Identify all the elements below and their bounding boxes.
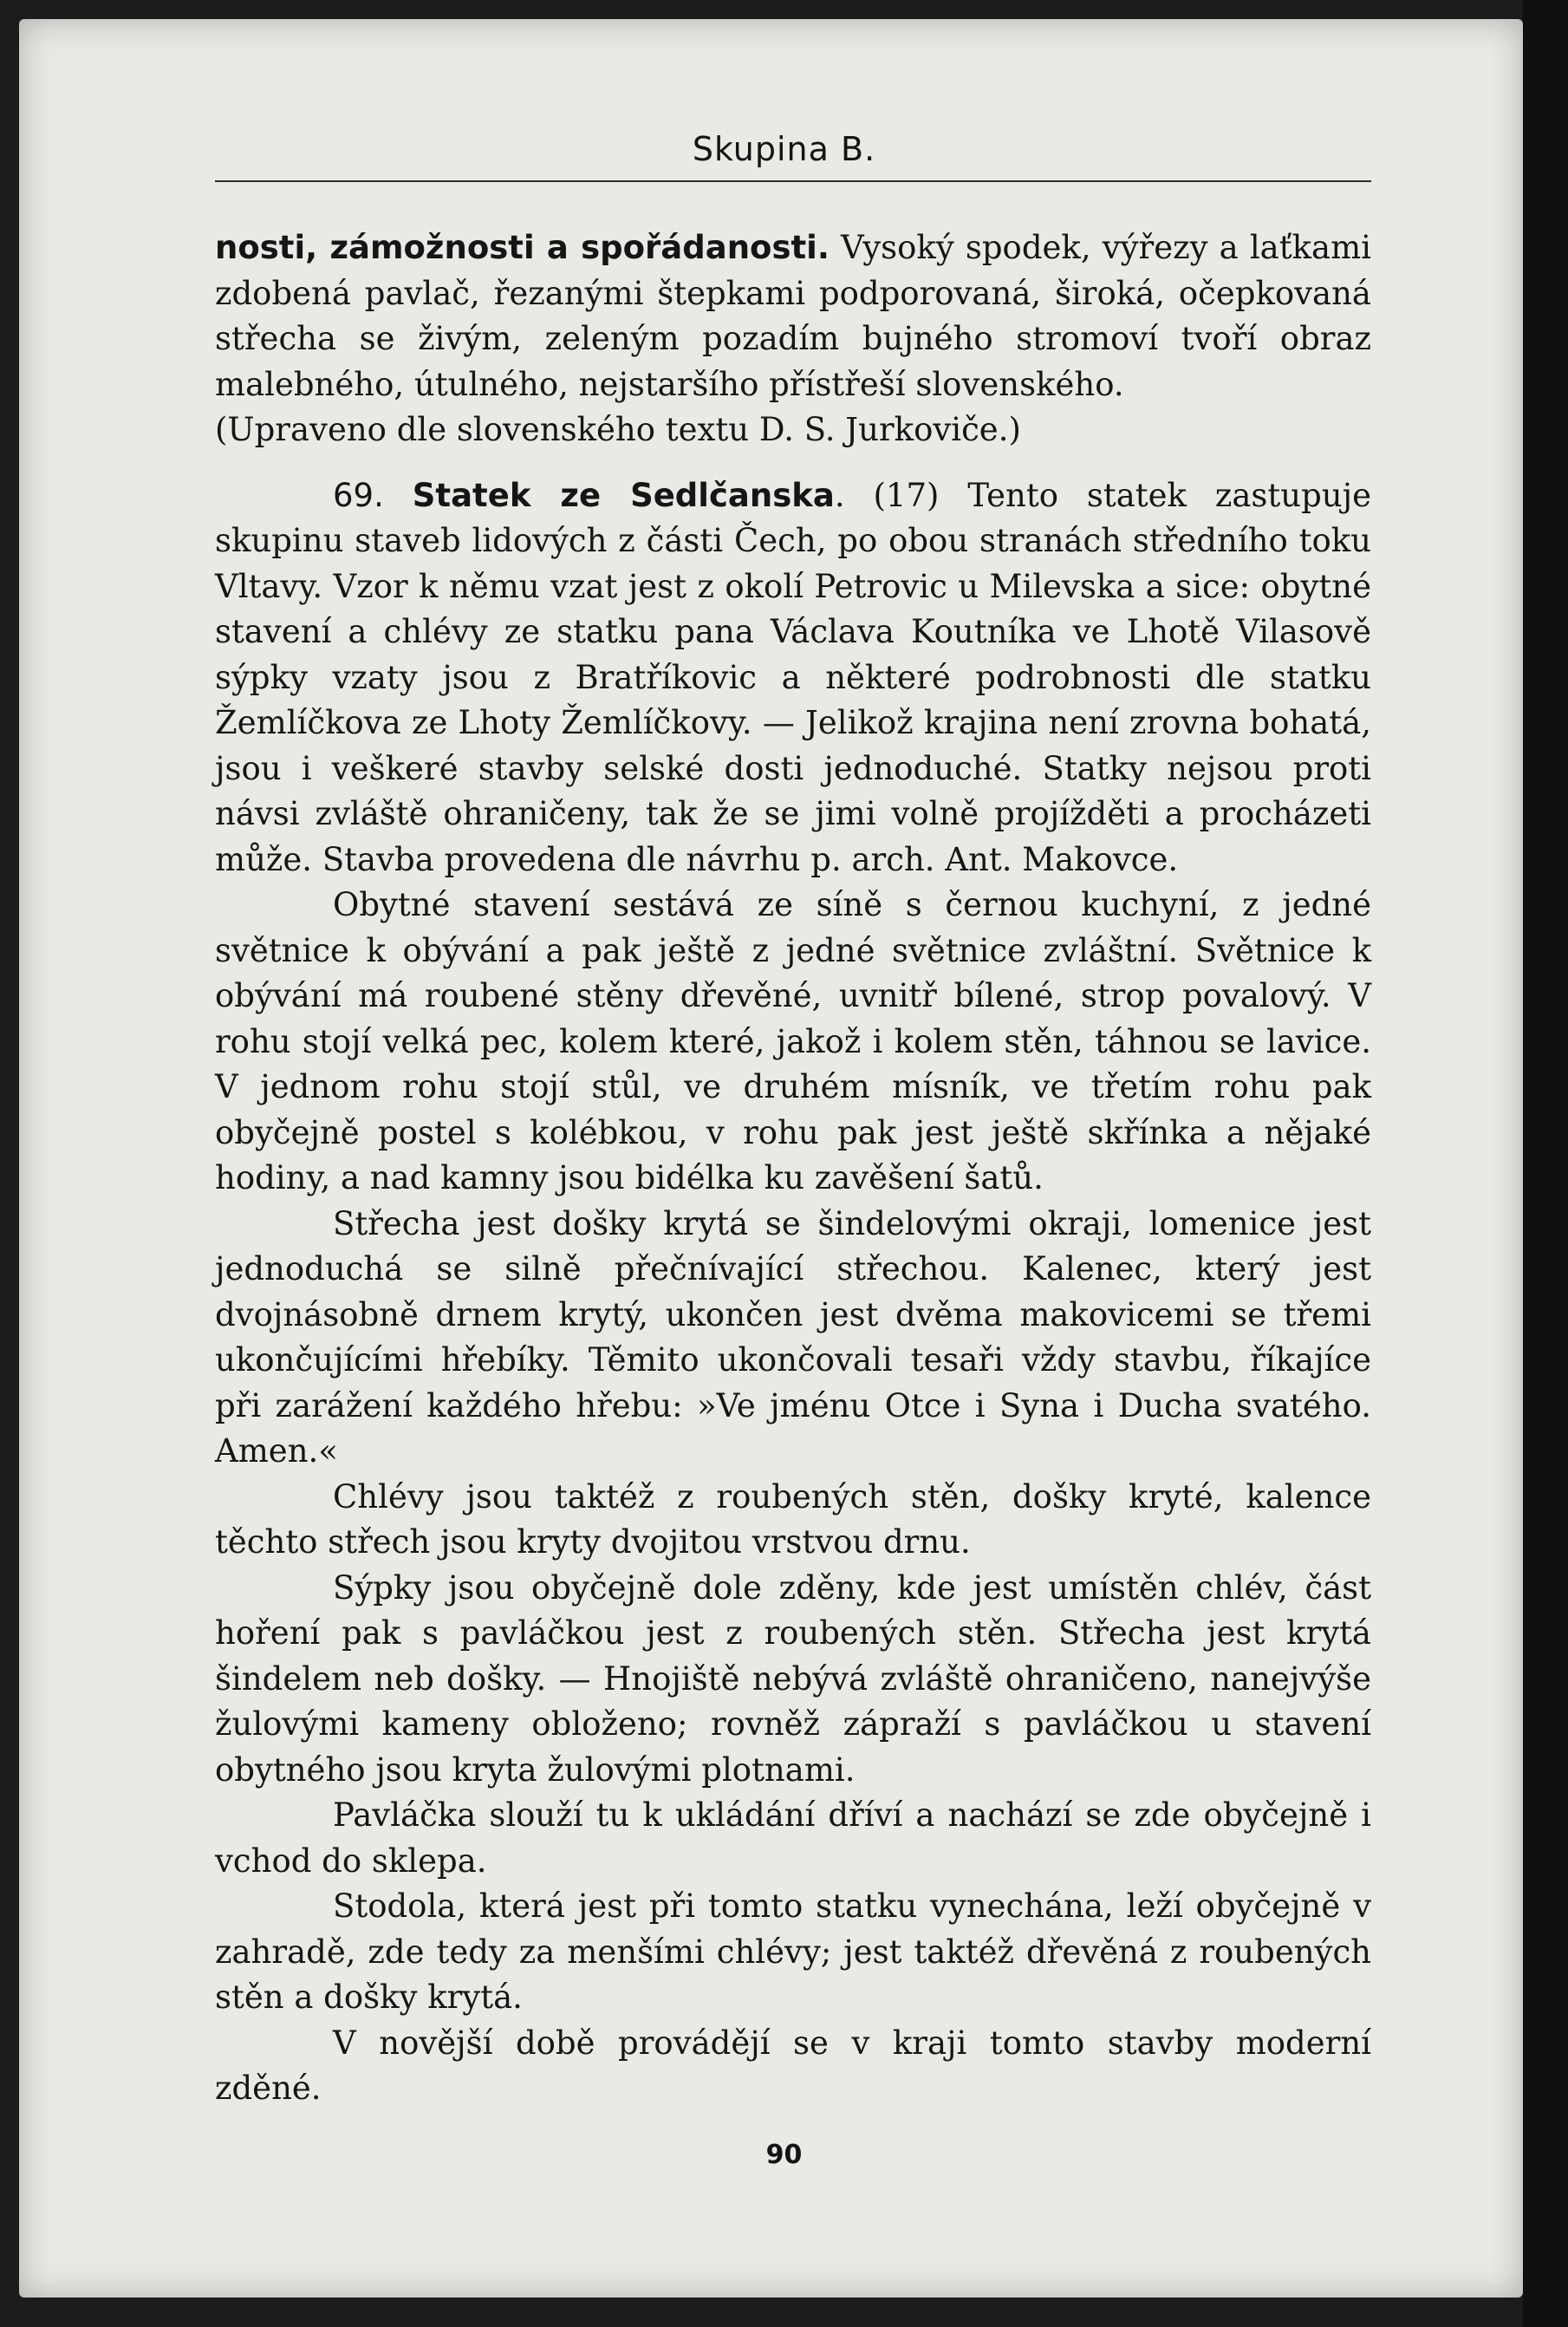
paragraph: V novější době provádějí se v kraji tomto stavby moderní zděné. [215,2024,1371,2107]
paragraph-lead: nosti, zámožnosti a spořádanosti. [215,229,830,266]
header-rule [215,180,1371,182]
paragraph: Pavláčka slouží tu k ukládání dříví a nachází se zde obyčejně i vchod do sklepa. [215,1796,1371,1880]
item-paragraph [215,473,1371,883]
paragraph: Střecha jest došky krytá se šindelovými okraji, lomenice jest jednoduchá se silně přečnívající střechou. Kalenec, který jest dvojnásobně drnem krytý, ukončen jest dvěma makovicemi se třemi ukončujícími hřebíky. Těmito ukončovali tesaři vždy stavbu, říkajíce při zarážení každého hřebu: »Ve jménu Otce i Syna i Ducha svatého. Amen.« [215,1204,1371,1470]
item-text: . (17) Tento statek zastupuje skupinu staveb lidových z části Čech, po obou stranách středního toku Vltavy. Vzor k němu vzat jest z okolí Petrovic u Milevska a sice: obytné stavení a chlévy ze statku pana Václava Koutníka ve Lhotě Vilasově sýpky vzaty jsou z Bratříkovic a některé podrobnosti dle statku Žemlíčkova ze Lhoty Žemlíčkovy. — Jelikož krajina není zrovna bohatá, jsou i veškeré stavby selské dosti jednoduché. Statky nejsou proti návsi zvláště ohraničeny, tak že se jimi volně projížděti a procházeti může. Stavba provedena dle návrhu p. arch. Ant. Makovce. [215,476,1371,878]
item-title: Statek ze Sedlčanska [412,476,835,514]
attribution: (Upraveno dle slovenského textu D. S. Jurkoviče.) [215,411,1021,448]
paragraph: Obytné stavení sestává ze síně s černou kuchyní, z jedné světnice k obývání a pak ještě z jedné světnice zvláštní. Světnice k obývání má roubené stěny dřevěné, uvnitř bílené, strop povalový. V rohu stojí velká pec, kolem které, jakož i kolem stěn, táhnou se lavice. V jednom rohu stojí stůl, ve druhém mísník, ve třetím rohu pak obyčejně postel s kolébkou, v rohu pak jest ještě skřínka a nějaké hodiny, a nad kamny jsou bidélka ku zavěšení šatů. [215,886,1371,1196]
paragraph: Sýpky jsou obyčejně dole zděny, kde jest umístěn chlév, část hoření pak s pavláčkou jest z roubených stěn. Střecha jest krytá šindelem neb došky. — Hnojiště nebývá zvláště ohraničeno, nanejvýše žulovými kameny obloženo; rovněž zápraží s pavláčkou u stavení obytného jsou kryta žulovými plotnami. [215,1568,1371,1789]
text-body [215,225,1371,2112]
paragraph [215,225,1371,407]
running-header: Skupina B. [692,130,876,168]
item-number: 69. [333,476,384,514]
paragraph: Chlévy jsou taktéž z roubených stěn, došky kryté, kalence těchto střech jsou kryty dvojitou vrstvou drnu. [215,1477,1371,1561]
page-number: 90 [765,2140,803,2170]
scan-edge [1523,0,1568,2327]
paragraph-text: Vysoký spodek, výřezy a laťkami zdobená pavlač, řezanými štepkami podporovaná, široká, očepkovaná střecha se živým, zeleným pozadím bujného stromoví tvoří obraz malebného, útulného, nejstaršího přístřeší slovenského. [215,229,1371,403]
paragraph: Stodola, která jest při tomto statku vynechána, leží obyčejně v zahradě, zde tedy za menšími chlévy; jest taktéž dřevěná z roubených stěn a došky krytá. [215,1887,1371,2016]
